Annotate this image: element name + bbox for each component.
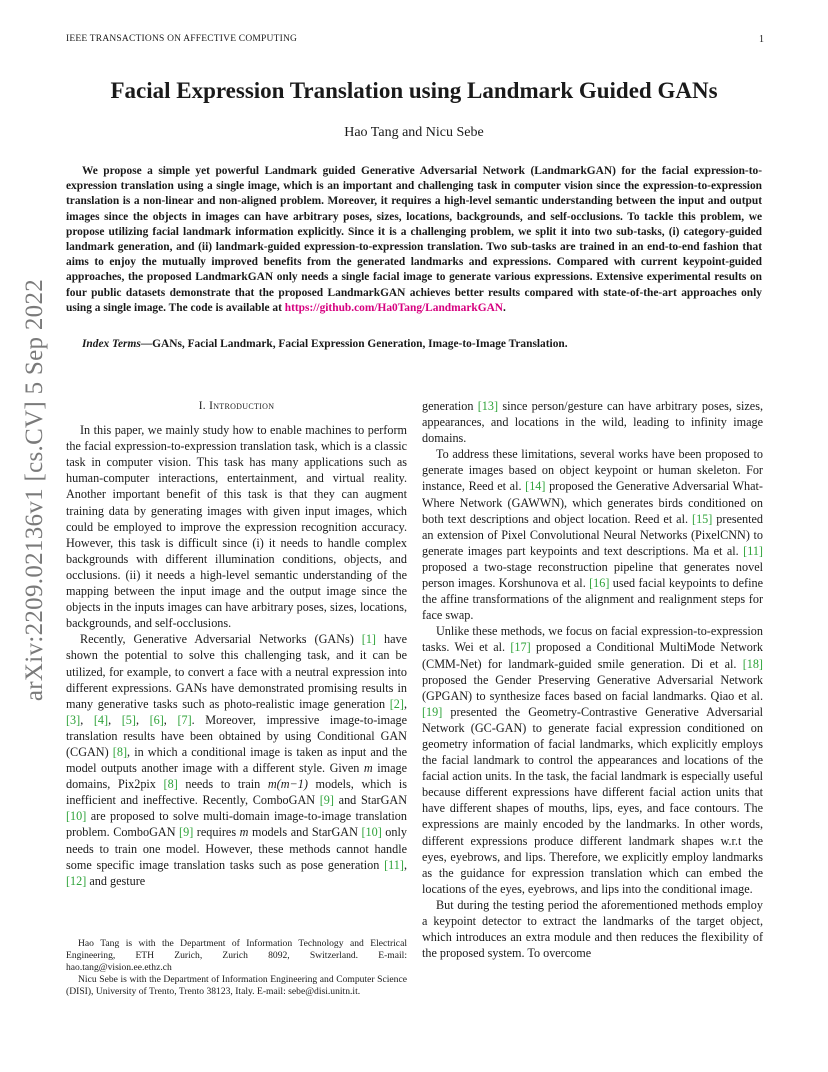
paragraph: To address these limitations, several works have been proposed to generate images based on object keypoint or human skeleton. For instance, Reed et al. [14] proposed the Generative Adversarial What-Where Network (GAWWN), which generates birds conditioned on both text descriptions and object location. Reed et al. [15] presented an extension of Pixel Convolutional Neural Networks (PixelCNN) to generate images part keypoints and text descriptions. Ma et al. [11] proposed a two-stage reconstruction pipeline that generates novel person images. Korshunova et al. [16] used facial keypoints to define the affine transformations of the alignment and realignment steps for face swap.: [422, 447, 764, 623]
citation-link[interactable]: [1]: [361, 632, 376, 647]
column-left: [66, 398, 407, 889]
math: m: [363, 761, 373, 776]
citation-link[interactable]: [8]: [112, 744, 128, 759]
citation-link[interactable]: [9]: [179, 825, 194, 840]
citation-link[interactable]: [8]: [163, 777, 178, 792]
citation-link[interactable]: [5]: [121, 712, 136, 727]
footnotes: [66, 938, 407, 998]
paper-authors: Hao Tang and Nicu Sebe: [344, 125, 484, 140]
page-number: 1: [759, 34, 764, 45]
citation-link[interactable]: [6]: [149, 712, 164, 727]
citation-link[interactable]: [11]: [743, 543, 763, 558]
math: m: [239, 825, 249, 840]
section-title: Introduction: [209, 400, 275, 412]
section-number: I.: [198, 400, 206, 412]
citation-link[interactable]: [2]: [389, 696, 404, 711]
citation-link[interactable]: [18]: [742, 656, 763, 671]
paragraph: In this paper, we mainly study how to enable machines to perform the facial expression-to-expression translation task, which is a classic task in computer vision. This task has many applications such as human-computer interactions, entertainment, and virtual reality. Another important benefit of this task is that they can augment training data by generating images with given input images, which could be employed to improve the expression recognition accuracy. However, this task is difficult since (i) it needs to handle complex backgrounds with different illumination conditions, objects, and occlusions. (ii) it needs a high-level semantic understanding of the mapping between the input image and the output image since the objects in the inputs images can have arbitrary poses, sizes, locations, backgrounds, and self-occlusions.: [66, 423, 407, 631]
code-link[interactable]: https://github.com/Ha0Tang/LandmarkGAN: [284, 301, 504, 314]
paragraph: But during the testing period the aforementioned methods employ a keypoint detector to extract the landmarks of the target object, which introduces an extra module and then reduces the flexibility of the proposed system. To overcome: [422, 897, 763, 961]
citation-link[interactable]: [19]: [422, 704, 443, 719]
section-heading: [66, 398, 407, 414]
citation-link[interactable]: [9]: [319, 793, 334, 808]
paragraph: Unlike these methods, we focus on facial expression-to-expression tasks. Wei et al. [17] proposed a Conditional MultiMode Network (CMM-Net) for landmark-guided smile generation. Di et al. [18] proposed the Gender Preserving Generative Adversarial Network (GPGAN) to synthesize faces based on facial landmarks. Qiao et al. [19] presented the Geometry-Contrastive Generative Adversarial Network (GC-GAN) to generate facial expression conditioned on geometry information of facial landmarks, which explicitly employs the facial landmark to control the appearances and locations of the facial action units. In the task, the facial landmark is especially useful because different expressions have different facial action units that have different shapes of mouths, lips, eyes, and face contours. The expressions are mainly encoded by the landmarks. In other words, different expressions produce different landmark shapes w.r.t the eyes, eyebrows, and lips. Therefore, we explicitly employ landmarks as the guidance for expression translation which can embed the locations of the eyes, eyebrows, and lips into the conditional image.: [422, 624, 763, 896]
index-terms-label: Index Terms: [82, 338, 141, 350]
running-header: IEEE TRANSACTIONS ON AFFECTIVE COMPUTING: [66, 34, 298, 44]
abstract-end: .: [503, 301, 506, 314]
column-right: [422, 398, 763, 961]
abstract: [66, 164, 762, 316]
citation-link[interactable]: [16]: [589, 576, 610, 591]
arxiv-stamp-text: arXiv:2209.02136v1 [cs.CV] 5 Sep 2022: [21, 278, 48, 702]
footnote: Nicu Sebe is with the Department of Information Engineering and Computer Science (DISI), University of Trento, Trento 38123, Italy. E-mail: sebe@disi.unitn.it.: [66, 974, 407, 998]
citation-link[interactable]: [10]: [66, 809, 87, 824]
paragraph: generation [13] since person/gesture can have arbitrary poses, sizes, appearances, and locations in the wild, leading to infinity image domains.: [422, 399, 763, 446]
paper-title: Facial Expression Translation using Landmark Guided GANs: [110, 78, 718, 103]
citation-link[interactable]: [11]: [384, 857, 404, 872]
citation-link[interactable]: [14]: [525, 479, 546, 494]
abstract-text: We propose a simple yet powerful Landmark guided Generative Adversarial Network (LandmarkGAN) for the facial expression-to-expression translation using a single image, which is an important and challenging task in computer vision since the expression-to-expression translation is a non-linear and non-aligned problem. Moreover, it requires a high-level semantic understanding between the input and output images since the objects in images can have arbitrary poses, sizes, locations, backgrounds, and self-occlusions. To tackle this problem, we propose utilizing facial landmark information explicitly. Since it is a challenging problem, we split it into two sub-tasks, (i) category-guided landmark generation, and (ii) landmark-guided expression-to-expression translation. Two sub-tasks are trained in an end-to-end fashion that aims to enjoy the mutually improved benefits from the generated landmarks and expressions. Compared with current keypoint-guided approaches, the proposed LandmarkGAN only needs a single facial image to generate various expressions. Extensive experimental results on four public datasets demonstrate that the proposed LandmarkGAN achieves better results compared with state-of-the-art approaches only using a single image. The code is available at: [66, 165, 762, 314]
footnote: Hao Tang is with the Department of Information Technology and Electrical Engineering, ETH Zurich, Zurich 8092, Switzerland. E-mail: hao.tang@vision.ee.ethz.ch: [66, 938, 407, 974]
citation-link[interactable]: [7]: [177, 712, 192, 727]
citation-link[interactable]: [12]: [66, 873, 87, 888]
citation-link[interactable]: [10]: [361, 825, 382, 840]
math: m(m−1): [267, 777, 308, 792]
index-terms: [66, 338, 762, 350]
citation-link[interactable]: [13]: [477, 399, 499, 413]
citation-link[interactable]: [17]: [510, 640, 531, 655]
paragraph: Recently, Generative Adversarial Networks (GANs) [1] have shown the potential to solve this challenging task, and it can be utilized, for example, to convert a face with a neutral expression into different expressions. GANs have demonstrated promising results in many generative tasks such as photo-realistic image generation [2], [3], [4], [5], [6], [7]. Moreover, impressive image-to-image translation results have been obtained by using Conditional GAN (CGAN) [8], in which a conditional image is taken as input and the model outputs another image with a different style. Given m image domains, Pix2pix [8] needs to train m(m−1) models, which is inefficient and ineffective. Recently, ComboGAN [9] and StarGAN [10] are proposed to solve multi-domain image-to-image translation problem. ComboGAN [9] requires m models and StarGAN [10] only needs to train one model. However, these methods cannot handle some specific image translation tasks such as pose generation [11], [12] and gesture: [66, 632, 408, 888]
index-terms-text: —GANs, Facial Landmark, Facial Expression Generation, Image-to-Image Translation.: [140, 338, 568, 350]
citation-link[interactable]: [3]: [66, 712, 81, 727]
arxiv-stamp: [20, 278, 50, 702]
citation-link[interactable]: [4]: [93, 712, 109, 727]
citation-link[interactable]: [15]: [692, 511, 713, 526]
